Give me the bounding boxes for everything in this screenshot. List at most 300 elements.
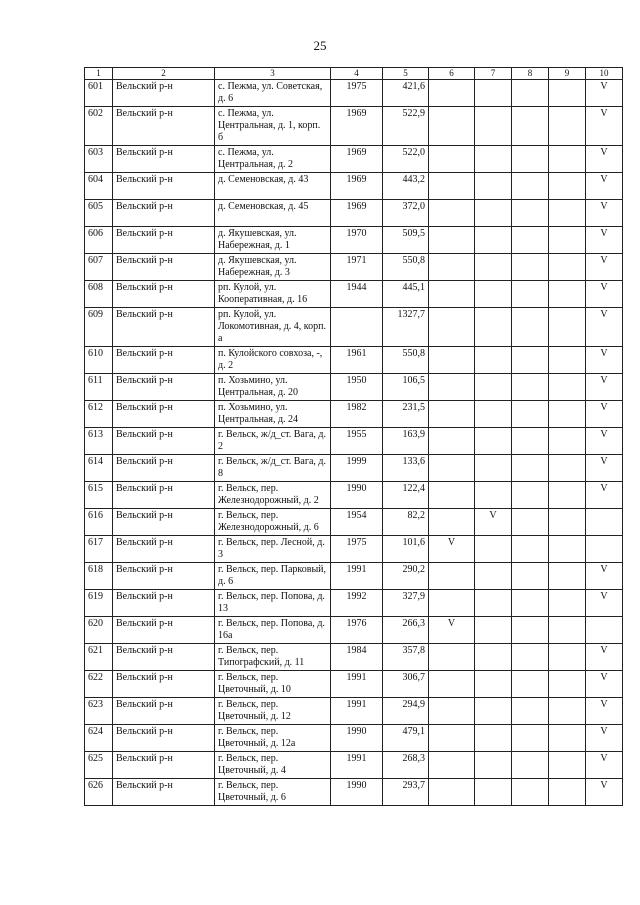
mark-cell-9 — [549, 536, 586, 563]
area-cell: 443,2 — [383, 173, 429, 200]
mark-cell-8 — [512, 536, 549, 563]
year-cell: 1950 — [331, 374, 383, 401]
year-cell: 1961 — [331, 347, 383, 374]
mark-cell-9 — [549, 590, 586, 617]
mark-cell-10: V — [586, 725, 623, 752]
table-row — [85, 644, 623, 671]
row-number: 616 — [85, 509, 113, 536]
mark-cell-10: V — [586, 563, 623, 590]
mark-cell-8 — [512, 254, 549, 281]
address-cell: г. Вельск, пер. Железнодорожный, д. 2 — [215, 482, 331, 509]
row-number: 620 — [85, 617, 113, 644]
row-number: 626 — [85, 779, 113, 806]
mark-cell-10: V — [586, 779, 623, 806]
area-cell: 122,4 — [383, 482, 429, 509]
mark-cell-7 — [475, 227, 512, 254]
mark-cell-6 — [429, 107, 475, 146]
year-cell — [331, 308, 383, 347]
area-cell: 445,1 — [383, 281, 429, 308]
year-cell: 1992 — [331, 590, 383, 617]
mark-cell-8 — [512, 725, 549, 752]
mark-cell-8 — [512, 374, 549, 401]
table-row — [85, 509, 623, 536]
mark-cell-9 — [549, 428, 586, 455]
mark-cell-9 — [549, 146, 586, 173]
area-cell: 133,6 — [383, 455, 429, 482]
year-cell: 1944 — [331, 281, 383, 308]
column-header-5: 5 — [383, 68, 429, 80]
mark-cell-9 — [549, 254, 586, 281]
mark-cell-10: V — [586, 308, 623, 347]
address-cell: д. Семеновская, д. 45 — [215, 200, 331, 227]
mark-cell-8 — [512, 482, 549, 509]
table-row — [85, 482, 623, 509]
mark-cell-6 — [429, 563, 475, 590]
table-row — [85, 107, 623, 146]
area-cell: 479,1 — [383, 725, 429, 752]
district-cell: Вельский р-н — [113, 644, 215, 671]
table-row — [85, 455, 623, 482]
mark-cell-7 — [475, 308, 512, 347]
page-number: 25 — [313, 38, 327, 53]
district-cell: Вельский р-н — [113, 347, 215, 374]
table-row — [85, 536, 623, 563]
address-cell: г. Вельск, пер. Парковый, д. 6 — [215, 563, 331, 590]
mark-cell-7 — [475, 107, 512, 146]
mark-cell-8 — [512, 698, 549, 725]
mark-cell-6 — [429, 374, 475, 401]
row-number: 611 — [85, 374, 113, 401]
district-cell: Вельский р-н — [113, 536, 215, 563]
district-cell: Вельский р-н — [113, 671, 215, 698]
table-row — [85, 254, 623, 281]
row-number: 622 — [85, 671, 113, 698]
mark-cell-8 — [512, 563, 549, 590]
mark-cell-8 — [512, 644, 549, 671]
area-cell: 550,8 — [383, 347, 429, 374]
mark-cell-7 — [475, 347, 512, 374]
mark-cell-10: V — [586, 347, 623, 374]
row-number: 621 — [85, 644, 113, 671]
mark-cell-7 — [475, 617, 512, 644]
row-number: 608 — [85, 281, 113, 308]
area-cell: 421,6 — [383, 80, 429, 107]
mark-cell-7 — [475, 536, 512, 563]
area-cell: 372,0 — [383, 200, 429, 227]
year-cell: 1982 — [331, 401, 383, 428]
mark-cell-10: V — [586, 644, 623, 671]
district-cell: Вельский р-н — [113, 482, 215, 509]
address-cell: п. Кулойского совхоза, -, д. 2 — [215, 347, 331, 374]
mark-cell-9 — [549, 752, 586, 779]
table-row — [85, 374, 623, 401]
mark-cell-9 — [549, 374, 586, 401]
district-cell: Вельский р-н — [113, 752, 215, 779]
column-header-4: 4 — [331, 68, 383, 80]
row-number: 602 — [85, 107, 113, 146]
district-cell: Вельский р-н — [113, 455, 215, 482]
mark-cell-7 — [475, 281, 512, 308]
year-cell: 1991 — [331, 563, 383, 590]
mark-cell-8 — [512, 146, 549, 173]
row-number: 605 — [85, 200, 113, 227]
address-cell: г. Вельск, пер. Лесной, д. 3 — [215, 536, 331, 563]
year-cell: 1975 — [331, 536, 383, 563]
year-cell: 1991 — [331, 698, 383, 725]
mark-cell-7 — [475, 200, 512, 227]
mark-cell-6: V — [429, 536, 475, 563]
column-header-3: 3 — [215, 68, 331, 80]
address-cell: д. Якушевская, ул. Набережная, д. 1 — [215, 227, 331, 254]
mark-cell-10: V — [586, 254, 623, 281]
area-cell: 290,2 — [383, 563, 429, 590]
row-number: 624 — [85, 725, 113, 752]
row-number: 607 — [85, 254, 113, 281]
area-cell: 509,5 — [383, 227, 429, 254]
address-cell: д. Семеновская, д. 43 — [215, 173, 331, 200]
district-cell: Вельский р-н — [113, 590, 215, 617]
mark-cell-6 — [429, 80, 475, 107]
area-cell: 294,9 — [383, 698, 429, 725]
mark-cell-9 — [549, 455, 586, 482]
mark-cell-6 — [429, 455, 475, 482]
table-row — [85, 617, 623, 644]
mark-cell-8 — [512, 80, 549, 107]
mark-cell-6 — [429, 281, 475, 308]
mark-cell-7 — [475, 428, 512, 455]
mark-cell-10: V — [586, 428, 623, 455]
mark-cell-6 — [429, 698, 475, 725]
district-cell: Вельский р-н — [113, 428, 215, 455]
mark-cell-10 — [586, 617, 623, 644]
table-row — [85, 671, 623, 698]
address-cell: с. Пежма, ул. Центральная, д. 2 — [215, 146, 331, 173]
mark-cell-6 — [429, 347, 475, 374]
mark-cell-7 — [475, 671, 512, 698]
column-header-10: 10 — [586, 68, 623, 80]
mark-cell-10: V — [586, 401, 623, 428]
mark-cell-9 — [549, 482, 586, 509]
area-cell: 266,3 — [383, 617, 429, 644]
table-row — [85, 281, 623, 308]
housing-registry-table — [84, 67, 623, 806]
mark-cell-7 — [475, 455, 512, 482]
mark-cell-10: V — [586, 200, 623, 227]
table-row — [85, 308, 623, 347]
year-cell: 1969 — [331, 173, 383, 200]
mark-cell-8 — [512, 200, 549, 227]
row-number: 615 — [85, 482, 113, 509]
address-cell: с. Пежма, ул. Советская, д. 6 — [215, 80, 331, 107]
row-number: 604 — [85, 173, 113, 200]
mark-cell-9 — [549, 107, 586, 146]
table-row — [85, 146, 623, 173]
mark-cell-9 — [549, 227, 586, 254]
mark-cell-8 — [512, 281, 549, 308]
mark-cell-9 — [549, 347, 586, 374]
mark-cell-10: V — [586, 227, 623, 254]
mark-cell-10 — [586, 536, 623, 563]
mark-cell-7 — [475, 698, 512, 725]
row-number: 610 — [85, 347, 113, 374]
mark-cell-9 — [549, 308, 586, 347]
mark-cell-6 — [429, 146, 475, 173]
year-cell: 1990 — [331, 725, 383, 752]
mark-cell-10: V — [586, 698, 623, 725]
mark-cell-8 — [512, 752, 549, 779]
area-cell: 101,6 — [383, 536, 429, 563]
district-cell: Вельский р-н — [113, 509, 215, 536]
mark-cell-8 — [512, 347, 549, 374]
mark-cell-9 — [549, 671, 586, 698]
table-row — [85, 779, 623, 806]
mark-cell-6 — [429, 401, 475, 428]
mark-cell-10: V — [586, 671, 623, 698]
mark-cell-9 — [549, 617, 586, 644]
row-number: 613 — [85, 428, 113, 455]
mark-cell-6 — [429, 725, 475, 752]
year-cell: 1969 — [331, 107, 383, 146]
row-number: 603 — [85, 146, 113, 173]
area-cell: 293,7 — [383, 779, 429, 806]
area-cell: 357,8 — [383, 644, 429, 671]
mark-cell-7 — [475, 482, 512, 509]
mark-cell-6 — [429, 590, 475, 617]
table-row — [85, 563, 623, 590]
year-cell: 1955 — [331, 428, 383, 455]
area-cell: 82,2 — [383, 509, 429, 536]
address-cell: г. Вельск, пер. Цветочный, д. 6 — [215, 779, 331, 806]
address-cell: рп. Кулой, ул. Локомотивная, д. 4, корп. а — [215, 308, 331, 347]
year-cell: 1976 — [331, 617, 383, 644]
table-body — [85, 80, 623, 806]
area-cell: 522,0 — [383, 146, 429, 173]
year-cell: 1954 — [331, 509, 383, 536]
year-cell: 1969 — [331, 146, 383, 173]
mark-cell-8 — [512, 173, 549, 200]
mark-cell-6 — [429, 644, 475, 671]
row-number: 625 — [85, 752, 113, 779]
mark-cell-7 — [475, 401, 512, 428]
area-cell: 1327,7 — [383, 308, 429, 347]
area-cell: 522,9 — [383, 107, 429, 146]
area-cell: 106,5 — [383, 374, 429, 401]
district-cell: Вельский р-н — [113, 80, 215, 107]
row-number: 601 — [85, 80, 113, 107]
area-cell: 550,8 — [383, 254, 429, 281]
address-cell: рп. Кулой, ул. Кооперативная, д. 16 — [215, 281, 331, 308]
district-cell: Вельский р-н — [113, 227, 215, 254]
column-header-2: 2 — [113, 68, 215, 80]
table-row — [85, 725, 623, 752]
row-number: 623 — [85, 698, 113, 725]
address-cell: г. Вельск, пер. Цветочный, д. 12а — [215, 725, 331, 752]
district-cell: Вельский р-н — [113, 200, 215, 227]
mark-cell-6 — [429, 308, 475, 347]
mark-cell-9 — [549, 173, 586, 200]
year-cell: 1990 — [331, 482, 383, 509]
mark-cell-6 — [429, 173, 475, 200]
mark-cell-10: V — [586, 107, 623, 146]
year-cell: 1991 — [331, 752, 383, 779]
mark-cell-9 — [549, 725, 586, 752]
district-cell: Вельский р-н — [113, 401, 215, 428]
area-cell: 163,9 — [383, 428, 429, 455]
year-cell: 1975 — [331, 80, 383, 107]
header-row — [85, 68, 623, 80]
mark-cell-6 — [429, 671, 475, 698]
mark-cell-10: V — [586, 80, 623, 107]
mark-cell-8 — [512, 401, 549, 428]
mark-cell-7 — [475, 725, 512, 752]
table-row — [85, 401, 623, 428]
mark-cell-6 — [429, 752, 475, 779]
table-row — [85, 200, 623, 227]
mark-cell-7 — [475, 779, 512, 806]
district-cell: Вельский р-н — [113, 617, 215, 644]
table-row — [85, 173, 623, 200]
mark-cell-9 — [549, 80, 586, 107]
mark-cell-8 — [512, 590, 549, 617]
address-cell: д. Якушевская, ул. Набережная, д. 3 — [215, 254, 331, 281]
mark-cell-8 — [512, 671, 549, 698]
district-cell: Вельский р-н — [113, 725, 215, 752]
mark-cell-7 — [475, 752, 512, 779]
mark-cell-8 — [512, 455, 549, 482]
year-cell: 1970 — [331, 227, 383, 254]
district-cell: Вельский р-н — [113, 107, 215, 146]
address-cell: г. Вельск, ж/д_ст. Вага, д. 8 — [215, 455, 331, 482]
mark-cell-6 — [429, 779, 475, 806]
address-cell: г. Вельск, пер. Цветочный, д. 12 — [215, 698, 331, 725]
mark-cell-7: V — [475, 509, 512, 536]
row-number: 617 — [85, 536, 113, 563]
district-cell: Вельский р-н — [113, 146, 215, 173]
mark-cell-6 — [429, 200, 475, 227]
mark-cell-10: V — [586, 455, 623, 482]
mark-cell-8 — [512, 308, 549, 347]
district-cell: Вельский р-н — [113, 254, 215, 281]
district-cell: Вельский р-н — [113, 173, 215, 200]
area-cell: 327,9 — [383, 590, 429, 617]
mark-cell-10: V — [586, 374, 623, 401]
mark-cell-7 — [475, 146, 512, 173]
year-cell: 1984 — [331, 644, 383, 671]
mark-cell-10: V — [586, 281, 623, 308]
table-row — [85, 428, 623, 455]
mark-cell-7 — [475, 173, 512, 200]
mark-cell-9 — [549, 401, 586, 428]
mark-cell-6 — [429, 428, 475, 455]
address-cell: г. Вельск, пер. Попова, д. 13 — [215, 590, 331, 617]
area-cell: 268,3 — [383, 752, 429, 779]
table-row — [85, 80, 623, 107]
mark-cell-10: V — [586, 590, 623, 617]
mark-cell-8 — [512, 428, 549, 455]
year-cell: 1999 — [331, 455, 383, 482]
area-cell: 306,7 — [383, 671, 429, 698]
table-row — [85, 347, 623, 374]
year-cell: 1969 — [331, 200, 383, 227]
district-cell: Вельский р-н — [113, 698, 215, 725]
mark-cell-8 — [512, 107, 549, 146]
mark-cell-7 — [475, 254, 512, 281]
mark-cell-10: V — [586, 752, 623, 779]
mark-cell-10: V — [586, 146, 623, 173]
mark-cell-9 — [549, 698, 586, 725]
mark-cell-8 — [512, 509, 549, 536]
mark-cell-7 — [475, 80, 512, 107]
year-cell: 1990 — [331, 779, 383, 806]
address-cell: г. Вельск, ж/д_ст. Вага, д. 2 — [215, 428, 331, 455]
address-cell: п. Хозьмино, ул. Центральная, д. 24 — [215, 401, 331, 428]
district-cell: Вельский р-н — [113, 563, 215, 590]
row-number: 612 — [85, 401, 113, 428]
table-row — [85, 590, 623, 617]
mark-cell-9 — [549, 644, 586, 671]
mark-cell-8 — [512, 617, 549, 644]
row-number: 614 — [85, 455, 113, 482]
mark-cell-9 — [549, 563, 586, 590]
row-number: 606 — [85, 227, 113, 254]
mark-cell-9 — [549, 509, 586, 536]
address-cell: г. Вельск, пер. Цветочный, д. 4 — [215, 752, 331, 779]
district-cell: Вельский р-н — [113, 308, 215, 347]
address-cell: г. Вельск, пер. Типографский, д. 11 — [215, 644, 331, 671]
column-header-9: 9 — [549, 68, 586, 80]
area-cell: 231,5 — [383, 401, 429, 428]
mark-cell-6 — [429, 509, 475, 536]
mark-cell-7 — [475, 644, 512, 671]
year-cell: 1971 — [331, 254, 383, 281]
address-cell: п. Хозьмино, ул. Центральная, д. 20 — [215, 374, 331, 401]
mark-cell-6: V — [429, 617, 475, 644]
mark-cell-6 — [429, 254, 475, 281]
mark-cell-9 — [549, 281, 586, 308]
year-cell: 1991 — [331, 671, 383, 698]
address-cell: г. Вельск, пер. Железнодорожный, д. 6 — [215, 509, 331, 536]
mark-cell-9 — [549, 779, 586, 806]
mark-cell-8 — [512, 227, 549, 254]
row-number: 619 — [85, 590, 113, 617]
district-cell: Вельский р-н — [113, 281, 215, 308]
address-cell: г. Вельск, пер. Цветочный, д. 10 — [215, 671, 331, 698]
table-row — [85, 698, 623, 725]
column-header-1: 1 — [85, 68, 113, 80]
mark-cell-8 — [512, 779, 549, 806]
row-number: 618 — [85, 563, 113, 590]
column-header-8: 8 — [512, 68, 549, 80]
mark-cell-6 — [429, 227, 475, 254]
mark-cell-10 — [586, 509, 623, 536]
district-cell: Вельский р-н — [113, 374, 215, 401]
row-number: 609 — [85, 308, 113, 347]
column-header-7: 7 — [475, 68, 512, 80]
mark-cell-9 — [549, 200, 586, 227]
mark-cell-7 — [475, 590, 512, 617]
mark-cell-7 — [475, 374, 512, 401]
mark-cell-10: V — [586, 482, 623, 509]
mark-cell-10: V — [586, 173, 623, 200]
mark-cell-7 — [475, 563, 512, 590]
column-header-6: 6 — [429, 68, 475, 80]
table-row — [85, 752, 623, 779]
address-cell: с. Пежма, ул. Центральная, д. 1, корп. б — [215, 107, 331, 146]
mark-cell-6 — [429, 482, 475, 509]
district-cell: Вельский р-н — [113, 779, 215, 806]
table-row — [85, 227, 623, 254]
address-cell: г. Вельск, пер. Попова, д. 16а — [215, 617, 331, 644]
